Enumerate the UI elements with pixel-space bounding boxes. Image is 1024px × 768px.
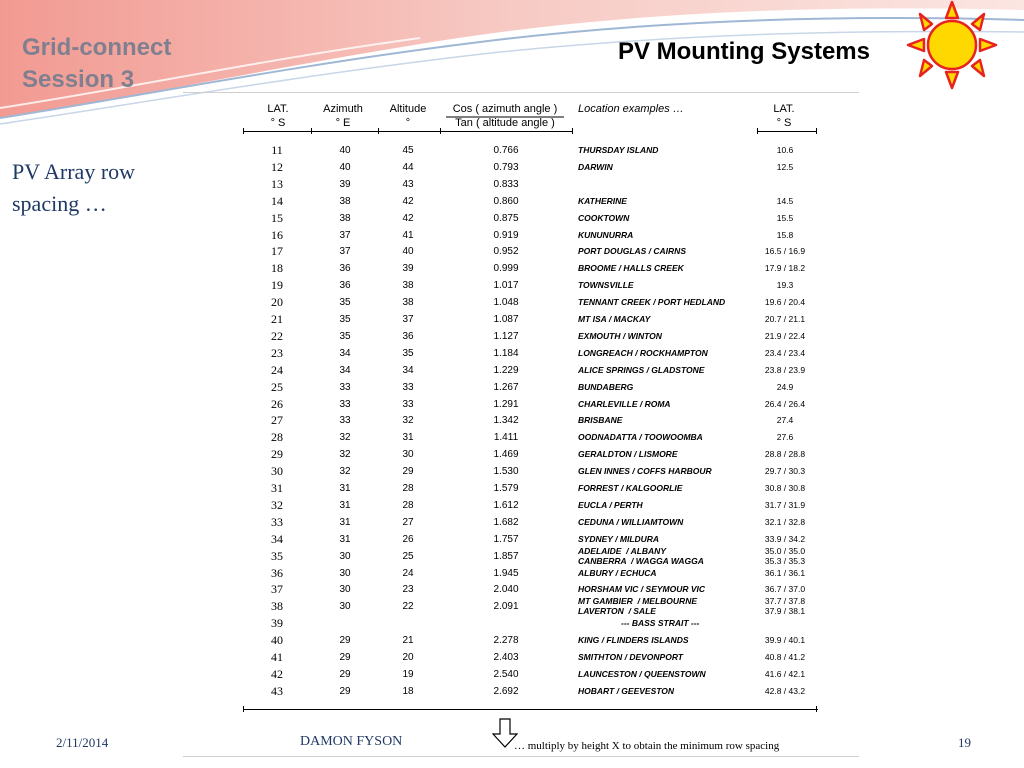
table-row [243,598,823,615]
cell-lat-2: 24.9 [776,381,794,392]
cell-lat-2: 41.6 / 42.1 [764,668,806,679]
tick [440,128,441,134]
cell-ratio: 1.682 [493,516,519,528]
tick [243,706,244,712]
cell-azimuth: 30 [339,550,351,562]
cell-location: BUNDABERG [578,381,634,392]
cell-ratio: 0.766 [493,145,519,156]
cell-ratio: 2.091 [493,601,519,613]
table-row [243,632,823,649]
cell-azimuth: 39 [339,178,351,190]
cell-lat: 40 [271,633,283,648]
cell-azimuth: 33 [339,415,351,427]
cell-lat-2: 28.8 / 28.8 [764,449,806,460]
tick [243,128,244,134]
cell-lat: 21 [271,312,283,326]
cell-ratio: 0.952 [493,246,519,258]
cell-lat-2: 15.5 [776,212,794,223]
cell-altitude: 33 [402,381,414,393]
cell-location: THURSDAY ISLAND [578,145,659,155]
cell-lat: 27 [271,413,283,428]
cell-ratio: 1.530 [493,466,519,478]
cell-location: HORSHAM VIC / SEYMOUR VIC [578,584,706,595]
table-row [243,565,823,582]
cell-location: OODNADATTA / TOOWOOMBA [578,432,703,443]
cell-lat: 35 [271,548,283,563]
cell-lat: 26 [271,396,283,411]
cell-altitude: 41 [402,229,414,241]
cell-altitude: 42 [402,195,414,207]
cell-ratio: 1.267 [493,381,519,393]
cell-lat-2: 37.7 / 37.8 37.9 / 38.1 [764,596,806,617]
tick [816,706,817,712]
cell-azimuth: 32 [339,432,351,444]
table-row [243,446,823,463]
cell-lat: 19 [271,278,283,293]
cell-azimuth: 31 [339,516,351,528]
page-number: 19 [958,735,971,750]
cell-lat: 24 [271,362,283,377]
cell-lat-2: 33.9 / 34.2 [764,533,806,544]
cell-altitude: 34 [402,364,414,376]
cell-location: CHARLEVILLE / ROMA [578,398,671,409]
cell-lat: 30 [271,464,283,479]
cell-lat: 41 [271,650,283,664]
cell-azimuth: 38 [339,212,351,224]
cell-azimuth: 38 [339,195,351,207]
cell-ratio: 2.278 [493,635,519,647]
tick [816,128,817,134]
table-row [243,412,823,429]
cell-lat: 20 [271,295,283,310]
cell-azimuth: 37 [339,246,351,258]
footer-author: DAMON FYSON [300,734,403,749]
cell-lat: 14 [271,193,283,208]
cell-altitude: 35 [402,347,414,359]
cell-lat: 23 [271,345,283,360]
cell-location: GLEN INNES / COFFS HARBOUR [578,466,712,477]
cell-azimuth: 30 [339,567,351,579]
cell-lat-2: 27.4 [776,415,794,426]
cell-azimuth: 31 [339,483,351,494]
cell-lat: 25 [271,379,283,394]
header-rule-right [757,131,817,132]
cell-location: FORREST / KALGOORLIE [578,483,683,493]
bottom-rule [243,709,818,710]
cell-altitude: 36 [402,330,414,342]
cell-lat: 34 [271,531,283,546]
cell-altitude: 25 [402,550,414,562]
cell-lat: 16 [271,227,283,242]
cell-ratio: 1.342 [493,415,519,427]
cell-altitude: 37 [402,314,414,325]
header-lat: LAT. ° S [267,103,289,129]
ratio-divider [440,116,570,120]
cell-lat-2: 23.4 / 23.4 [764,347,806,358]
cell-lat: 31 [271,481,283,495]
cell-altitude: 30 [402,449,414,461]
cell-location: PORT DOUGLAS / CAIRNS [578,246,686,257]
cell-lat: 42 [271,666,283,681]
cell-lat-2: 15.8 [776,229,794,240]
brand-heading [22,32,171,96]
table-row [243,227,823,244]
cell-ratio: 2.540 [493,668,519,680]
cell-location: LONGREACH / ROCKHAMPTON [578,347,708,358]
cell-ratio: 1.579 [493,483,519,494]
cell-ratio: 2.040 [493,584,519,596]
cell-lat-2: 20.7 / 21.1 [764,314,806,324]
cell-ratio: 0.793 [493,161,519,173]
cell-altitude: 21 [402,635,414,647]
cell-location: COOKTOWN [578,212,630,223]
cell-altitude: 29 [402,466,414,478]
cell-azimuth: 29 [339,635,351,647]
cell-location: DARWIN [578,161,613,172]
table-row [243,649,823,666]
cell-ratio: 0.875 [493,212,519,224]
cell-altitude: 45 [402,145,414,156]
cell-altitude: 31 [402,432,414,444]
table-row [243,379,823,396]
cell-ratio: 1.469 [493,449,519,461]
cell-lat-2: 39.9 / 40.1 [764,635,806,646]
cell-azimuth: 37 [339,229,351,241]
cell-altitude: 26 [402,533,414,545]
cell-location: LAUNCESTON / QUEENSTOWN [578,668,706,679]
cell-azimuth: 35 [339,314,351,325]
cell-lat-2: 12.5 [776,161,794,172]
footer-date: 2/11/2014 [56,735,109,750]
tick [757,128,758,134]
cell-lat-2: 26.4 / 26.4 [764,398,806,409]
cell-lat: 32 [271,497,283,512]
cell-ratio: 1.612 [493,499,519,511]
cell-altitude: 38 [402,297,414,309]
cell-lat-2: 17.9 / 18.2 [764,263,806,274]
table-row [243,176,823,193]
cell-lat-2: 35.0 / 35.0 35.3 / 35.3 [764,545,806,566]
table-row [243,345,823,362]
table-row [243,277,823,294]
table-row [243,311,823,328]
cell-azimuth: 36 [339,263,351,275]
cell-lat-2: 19.6 / 20.4 [764,297,806,308]
slide-subtitle: PV Array row spacing … [12,159,136,216]
cell-altitude: 18 [402,685,414,697]
cell-azimuth: 31 [339,533,351,545]
cell-ratio: 1.127 [493,330,519,342]
cell-lat: 15 [271,210,283,225]
cell-location: --- BASS STRAIT --- [621,618,700,629]
cell-ratio: 1.048 [493,297,519,309]
table-row [243,480,823,497]
cell-azimuth: 29 [339,668,351,680]
cell-location: GERALDTON / LISMORE [578,449,678,460]
cell-lat-2: 30.8 / 30.8 [764,483,806,493]
cell-lat: 29 [271,447,283,462]
cell-altitude: 40 [402,246,414,258]
cell-altitude: 44 [402,161,414,173]
tick [311,128,312,134]
header-rule-left [243,131,573,132]
cell-altitude: 42 [402,212,414,224]
table-row [243,429,823,446]
table-row [243,294,823,311]
cell-location: EXMOUTH / WINTON [578,330,662,341]
cell-lat-2: 10.6 [776,145,794,155]
cell-lat-2: 36.7 / 37.0 [764,584,806,595]
cell-ratio: 2.403 [493,652,519,663]
cell-altitude: 33 [402,398,414,410]
table-row [243,666,823,683]
cell-lat-2: 27.6 [776,432,794,443]
cell-altitude: 27 [402,516,414,528]
tick [572,128,573,134]
cell-location: TENNANT CREEK / PORT HEDLAND [578,297,726,308]
cell-location: KATHERINE [578,195,627,206]
cell-ratio: 1.229 [493,364,519,376]
cell-location: ALICE SPRINGS / GLADSTONE [578,364,705,375]
cell-altitude: 28 [402,483,414,494]
table-row [243,159,823,176]
table-row [243,142,823,159]
cell-azimuth: 33 [339,381,351,393]
cell-lat-2: 31.7 / 31.9 [764,499,806,510]
cell-altitude: 43 [402,178,414,190]
cell-ratio: 1.945 [493,567,519,579]
cell-location: ALBURY / ECHUCA [578,567,657,578]
cell-azimuth: 32 [339,466,351,478]
cell-azimuth: 34 [339,364,351,376]
cell-altitude: 39 [402,263,414,275]
cell-ratio: 1.017 [493,280,519,292]
cell-lat: 36 [271,565,283,580]
cell-lat-2: 42.8 / 43.2 [764,685,806,696]
cell-altitude: 20 [402,652,414,663]
header-ratio: Cos ( azimuth angle ) Tan ( altitude angle ) [452,103,558,129]
brand-line-1: Grid-connect [22,34,172,61]
table-row [243,497,823,514]
cell-location: ADELAIDE / ALBANY CANBERRA / WAGGA WAGGA [578,545,704,566]
table-row [243,615,823,632]
cell-lat-2: 23.8 / 23.9 [764,364,806,375]
sun-icon [900,0,1004,90]
cell-lat: 17 [271,244,283,259]
cell-azimuth: 40 [339,145,351,156]
cell-lat: 11 [271,143,283,157]
cell-lat: 18 [271,261,283,276]
footer-divider [183,756,859,757]
cell-azimuth: 35 [339,297,351,309]
cell-location: HOBART / GEEVESTON [578,685,675,696]
cell-location: MT GAMBIER / MELBOURNE LAVERTON / SALE [578,596,697,617]
cell-azimuth: 29 [339,652,351,663]
cell-location: KUNUNURRA [578,229,634,240]
cell-altitude: 24 [402,567,414,579]
cell-ratio: 1.087 [493,314,519,325]
cell-lat: 33 [271,514,283,529]
cell-ratio: 1.857 [493,550,519,562]
cell-lat: 37 [271,582,283,597]
table-row [243,210,823,227]
cell-altitude: 19 [402,668,414,680]
header-azimuth: Azimuth ° E [323,103,363,129]
header-altitude: Altitude ° [389,103,427,129]
cell-location: KING / FLINDERS ISLANDS [578,635,689,646]
cell-location: EUCLA / PERTH [578,499,643,510]
cell-location: CEDUNA / WILLIAMTOWN [578,516,684,527]
cell-lat-2: 16.5 / 16.9 [764,246,806,257]
table-row [243,362,823,379]
top-divider [183,92,859,93]
cell-azimuth: 30 [339,601,351,613]
cell-lat: 12 [271,159,283,174]
cell-lat: 39 [271,616,283,631]
table-row [243,260,823,277]
cell-lat-2: 36.1 / 36.1 [764,567,806,578]
brand-line-2: Session 3 [22,66,135,93]
cell-azimuth: 31 [339,499,351,511]
cell-ratio: 1.411 [493,432,519,444]
table-row [243,396,823,413]
cell-location: BROOME / HALLS CREEK [578,263,684,274]
cell-altitude: 32 [402,415,414,427]
table-row [243,243,823,260]
cell-azimuth: 29 [339,685,351,697]
cell-location: BRISBANE [578,415,623,426]
cell-altitude: 22 [402,601,414,613]
cell-lat: 43 [271,683,283,698]
cell-ratio: 1.184 [493,347,519,359]
cell-ratio: 1.757 [493,533,519,545]
cell-ratio: 0.833 [493,178,519,190]
cell-azimuth: 33 [339,398,351,410]
cell-lat-2: 29.7 / 30.3 [764,466,806,477]
cell-lat: 13 [271,176,283,191]
cell-lat: 28 [271,430,283,445]
table-row [243,545,823,566]
cell-altitude: 28 [402,499,414,511]
cell-azimuth: 36 [339,280,351,292]
cell-lat-2: 14.5 [776,195,794,206]
cell-lat-2: 40.8 / 41.2 [764,652,806,662]
table-row [243,581,823,598]
cell-azimuth: 30 [339,584,351,596]
cell-lat: 38 [271,599,283,614]
footnote: … multiply by height X to obtain the minimum row spacing [514,740,780,752]
table-row [243,683,823,700]
cell-azimuth: 34 [339,347,351,359]
cell-location: SMITHTON / DEVONPORT [578,652,684,662]
cell-altitude: 23 [402,584,414,596]
table-row [243,193,823,210]
cell-ratio: 0.919 [493,229,519,241]
cell-ratio: 2.692 [493,685,519,697]
cell-lat-2: 21.9 / 22.4 [764,330,806,341]
cell-ratio: 0.999 [493,263,519,275]
header-lat-2: LAT. ° S [773,103,795,129]
cell-azimuth: 40 [339,161,351,173]
table-row [243,463,823,480]
cell-lat: 22 [271,328,283,343]
cell-ratio: 1.291 [493,398,519,410]
table-row [243,514,823,531]
table-row [243,328,823,345]
cell-azimuth: 35 [339,330,351,342]
table-row [243,531,823,548]
cell-azimuth: 32 [339,449,351,461]
cell-lat-2: 19.3 [776,280,794,291]
slide-title: PV Mounting Systems [617,38,870,65]
cell-ratio: 0.860 [493,195,519,207]
cell-lat-2: 32.1 / 32.8 [764,516,806,527]
tick [378,128,379,134]
cell-location: TOWNSVILLE [578,280,634,291]
header-location: Location examples … [578,103,684,115]
cell-location: SYDNEY / MILDURA [578,533,660,544]
cell-altitude: 38 [402,280,414,292]
cell-location: MT ISA / MACKAY [578,314,651,324]
